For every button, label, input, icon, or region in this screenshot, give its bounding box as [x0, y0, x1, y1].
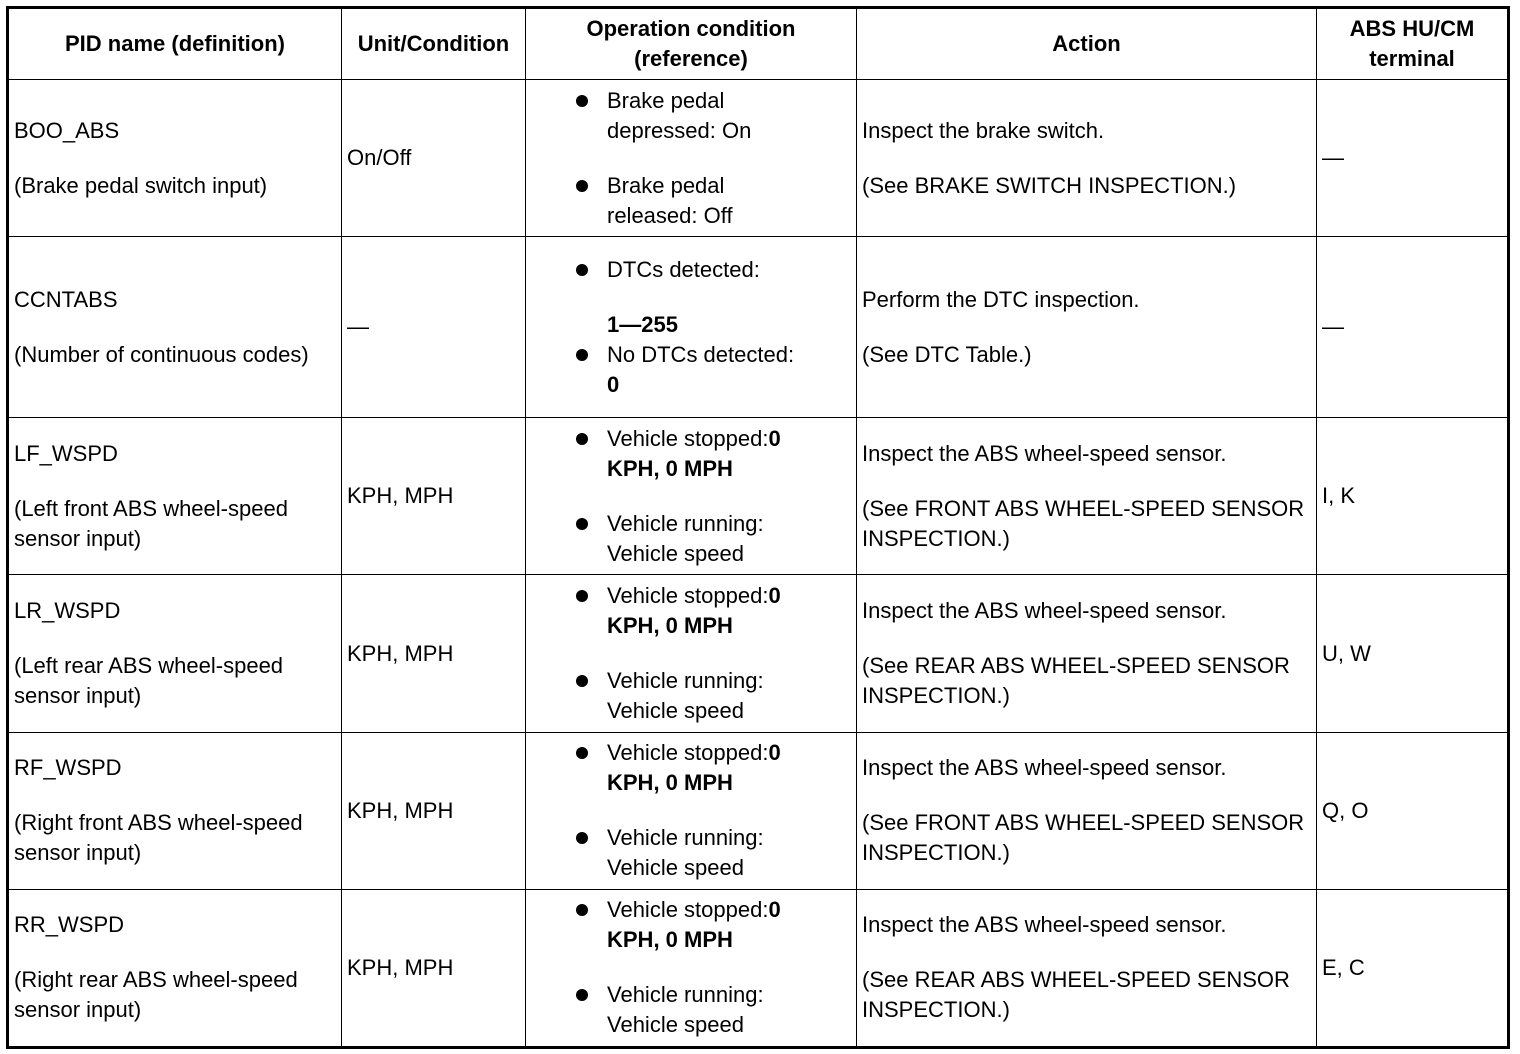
pid-name: RF_WSPD [14, 755, 122, 781]
action-cell [857, 80, 1317, 237]
condition-item: Brake pedal depressed: On [531, 86, 851, 146]
unit-cell: On/Off [342, 80, 526, 237]
terminal-cell [1317, 418, 1509, 575]
header-terminal: ABS HU/CM terminal [1317, 8, 1509, 80]
header-action: Action [857, 8, 1317, 80]
pid-cell [8, 575, 342, 732]
pid-definition: (Left front ABS wheel-speed sensor input) [14, 495, 288, 551]
pid-cell [8, 889, 342, 1047]
header-pid-name: PID name (definition) [8, 8, 342, 80]
condition-item: Vehicle stopped:0 KPH, 0 MPH [531, 424, 851, 484]
condition-value: 0 [607, 371, 620, 397]
pid-name: LR_WSPD [14, 598, 121, 624]
unit-cell: KPH, MPH [342, 732, 526, 889]
pid-name: RR_WSPD [14, 912, 125, 938]
terminal-cell [1317, 237, 1509, 418]
pid-definition: (Right rear ABS wheel-speed sensor input) [14, 967, 298, 1023]
terminal-value: — [1322, 145, 1344, 171]
action-text: Inspect the ABS wheel-speed sensor. [862, 598, 1227, 624]
condition-item: Brake pedal released: Off [531, 171, 851, 231]
condition-cell [526, 889, 857, 1047]
pid-cell [8, 237, 342, 418]
action-text: Inspect the ABS wheel-speed sensor. [862, 755, 1227, 781]
condition-list [531, 86, 851, 231]
unit-cell [342, 237, 526, 418]
condition-cell [526, 575, 857, 732]
unit-cell: KPH, MPH [342, 889, 526, 1047]
condition-list [531, 424, 851, 569]
pid-name: LF_WSPD [14, 440, 118, 466]
terminal-cell [1317, 575, 1509, 732]
unit-cell: KPH, MPH [342, 575, 526, 732]
pid-cell [8, 418, 342, 575]
action-cell [857, 575, 1317, 732]
condition-item: Vehicle running: Vehicle speed [531, 823, 851, 883]
pid-definition: (Number of continuous codes) [14, 341, 309, 367]
condition-item: Vehicle stopped:0 KPH, 0 MPH [531, 738, 851, 798]
action-reference: (See DTC Table.) [862, 341, 1032, 367]
condition-cell [526, 732, 857, 889]
table-header-row [8, 8, 1509, 80]
table-row [8, 80, 1509, 237]
condition-item: Vehicle running: Vehicle speed [531, 666, 851, 726]
terminal-value: Q, O [1322, 797, 1369, 823]
pid-cell [8, 80, 342, 237]
action-reference: (See FRONT ABS WHEEL-SPEED SENSOR INSPECTION.) [862, 810, 1305, 866]
condition-item: DTCs detected: [531, 255, 851, 285]
pid-name: BOO_ABS [14, 117, 120, 143]
pid-definition: (Brake pedal switch input) [14, 172, 268, 198]
action-cell [857, 889, 1317, 1047]
condition-item: No DTCs detected: 0 [531, 340, 851, 400]
terminal-cell [1317, 732, 1509, 889]
condition-item: Vehicle running: Vehicle speed [531, 509, 851, 569]
header-operation-condition: Operation condition (reference) [526, 8, 857, 80]
action-text: Inspect the brake switch. [862, 117, 1105, 143]
condition-list [531, 581, 851, 726]
table-row [8, 575, 1509, 732]
terminal-cell [1317, 889, 1509, 1047]
action-cell [857, 418, 1317, 575]
action-text: Inspect the ABS wheel-speed sensor. [862, 912, 1227, 938]
header-unit-condition: Unit/Condition [342, 8, 526, 80]
action-reference: (See BRAKE SWITCH INSPECTION.) [862, 172, 1237, 198]
table-row [8, 732, 1509, 889]
condition-item: Vehicle stopped:0 KPH, 0 MPH [531, 895, 851, 955]
terminal-cell [1317, 80, 1509, 237]
condition-item: Vehicle running: Vehicle speed [531, 980, 851, 1040]
pid-cell [8, 732, 342, 889]
table-row [8, 237, 1509, 418]
pid-name: CCNTABS [14, 286, 118, 312]
table-row [8, 889, 1509, 1047]
condition-item: Vehicle stopped:0 KPH, 0 MPH [531, 581, 851, 641]
condition-list [531, 340, 851, 400]
condition-cell [526, 80, 857, 237]
unit-cell: KPH, MPH [342, 418, 526, 575]
action-text: Perform the DTC inspection. [862, 286, 1140, 312]
condition-cell [526, 418, 857, 575]
action-cell [857, 732, 1317, 889]
pid-definition: (Left rear ABS wheel-speed sensor input) [14, 653, 284, 709]
condition-list [531, 255, 851, 285]
terminal-value: — [1322, 314, 1344, 340]
pid-definition: (Right front ABS wheel-speed sensor input) [14, 810, 303, 866]
action-reference: (See REAR ABS WHEEL-SPEED SENSOR INSPECTION.) [862, 967, 1290, 1023]
action-reference: (See FRONT ABS WHEEL-SPEED SENSOR INSPECTION.) [862, 495, 1305, 551]
table-row [8, 418, 1509, 575]
action-cell [857, 237, 1317, 418]
condition-cell [526, 237, 857, 418]
action-reference: (See REAR ABS WHEEL-SPEED SENSOR INSPECTION.) [862, 653, 1290, 709]
terminal-value: U, W [1322, 640, 1371, 666]
condition-value: 1—255 [607, 311, 678, 337]
action-text: Inspect the ABS wheel-speed sensor. [862, 440, 1227, 466]
terminal-value: I, K [1322, 483, 1356, 509]
condition-list [531, 895, 851, 1040]
condition-list [531, 738, 851, 883]
pid-table [6, 6, 1510, 1049]
unit-value: — [347, 314, 369, 340]
terminal-value: E, C [1322, 954, 1365, 980]
